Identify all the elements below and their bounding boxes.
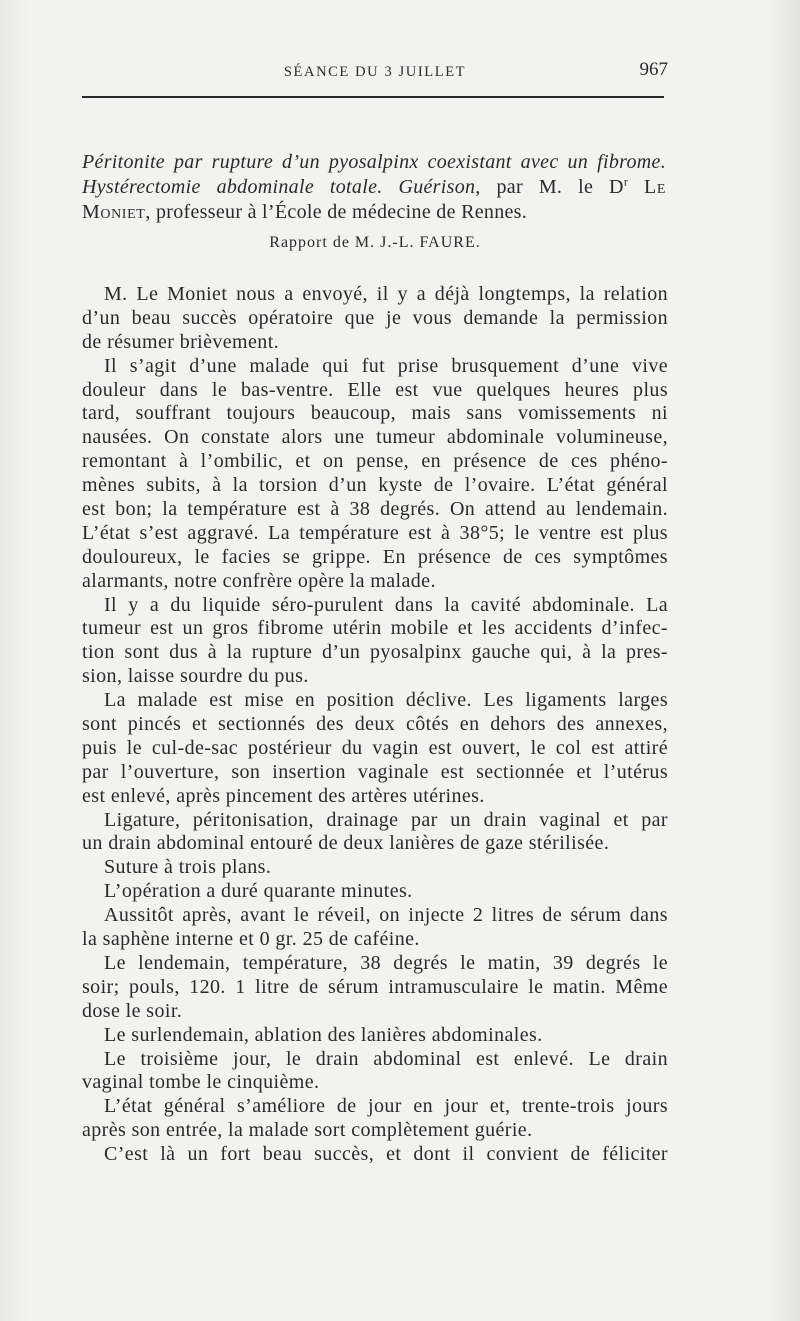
- body-line: par l’ouverture, son insertion vaginale est sectionnée et l’utérus: [82, 760, 668, 783]
- title-line: [82, 175, 666, 200]
- body-line: Il y a du liquide séro-purulent dans la cavité abdominale. La: [104, 593, 668, 616]
- body-line: douloureux, le facies se grippe. En présence de ces symptômes: [82, 545, 668, 568]
- body-line: de résumer brièvement.: [82, 330, 280, 353]
- doctor-abbrev-superscript: r: [623, 173, 629, 188]
- body-line: Le lendemain, température, 38 degrés le matin, 39 degrés le: [104, 951, 668, 974]
- body-line: L’état s’est aggravé. La température est à 38°5; le ventre est plus: [82, 521, 668, 544]
- body-line: nausées. On constate alors une tumeur abdominale volumineuse,: [82, 426, 668, 449]
- author-affiliation: , professeur à l’École de médecine de Rennes.: [145, 200, 528, 223]
- body-line: tion sont dus à la rupture d’un pyosalpinx gauche qui, à la pres-: [82, 641, 668, 664]
- page-number: 967: [639, 59, 668, 80]
- body-line: d’un beau succès opératoire que je vous demande la permission: [82, 306, 668, 329]
- paragraph: [82, 904, 668, 952]
- body-line: vaginal tombe le cinquième.: [82, 1071, 320, 1094]
- body-line: un drain abdominal entouré de deux lanières de gaze stérilisée.: [82, 832, 610, 855]
- body-line: C’est là un fort beau succès, et dont il convient de féliciter: [104, 1143, 668, 1166]
- body-line: sion, laisse sourdre du pus.: [82, 665, 309, 688]
- paragraph: [82, 856, 668, 880]
- title-italic-text: Hystérectomie abdominale totale. Guérison,: [82, 175, 481, 198]
- running-title: SÉANCE DU 3 JUILLET: [283, 64, 467, 80]
- body-line: L’état général s’améliore de jour en jour et, trente-trois jours: [104, 1095, 668, 1118]
- body-line: alarmants, notre confrère opère la malade.: [82, 569, 436, 592]
- paragraph: [82, 355, 668, 594]
- running-header: [82, 59, 668, 82]
- report-attribution: Rapport de M. J.-L. FAURE.: [269, 234, 481, 251]
- body-line: Aussitôt après, avant le réveil, on injecte 2 litres de sérum dans: [104, 904, 668, 927]
- body-line: M. Le Moniet nous a envoyé, il y a déjà longtemps, la relation: [104, 283, 668, 305]
- body-line: Il s’agit d’une malade qui fut prise brusquement d’une vive: [104, 354, 668, 377]
- header-rule: [82, 96, 664, 98]
- paragraph: [82, 952, 668, 1024]
- body-line: soir; pouls, 120. 1 litre de sérum intramusculaire le matin. Même: [82, 975, 668, 998]
- paragraph: [82, 689, 668, 808]
- body-line: est enlevé, après pincement des artères utérines.: [82, 784, 485, 807]
- body-line: remontant à l’ombilic, et on pense, en présence de ces phéno-: [82, 450, 668, 473]
- paragraph: [82, 1024, 668, 1048]
- body-line: La malade est mise en position déclive. Les ligaments larges: [104, 689, 668, 712]
- body-line: dose le soir.: [82, 999, 183, 1022]
- body-line: L’opération a duré quarante minutes.: [104, 880, 413, 903]
- body-line: la saphène interne et 0 gr. 25 de caféine.: [82, 928, 420, 951]
- body-line: est bon; la température est à 38 degrés. On attend au lendemain.: [82, 498, 668, 521]
- paragraph: [82, 1143, 668, 1167]
- body-line: tard, souffrant toujours beaucoup, mais sans vomissements ni: [82, 402, 668, 425]
- paragraph: [82, 1095, 668, 1143]
- title-italic-text: Péritonite par rupture d’un pyosalpinx coexistant avec un fibrome.: [82, 150, 666, 173]
- paragraph: [82, 594, 668, 690]
- author-name: Le: [644, 175, 666, 198]
- author-name: Moniet: [82, 200, 146, 223]
- article-title: [82, 150, 666, 225]
- body-line: puis le cul-de-sac postérieur du vagin est ouvert, le col est attiré: [82, 736, 668, 759]
- body-line: sont pincés et sectionnés des deux côtés en dehors des annexes,: [82, 713, 668, 736]
- body-line: tumeur est un gros fibrome utérin mobile et les accidents d’infec-: [82, 617, 668, 640]
- body-line: douleur dans le bas-ventre. Elle est vue quelques heures plus: [82, 378, 668, 401]
- title-line: [82, 150, 666, 175]
- body-line: Suture à trois plans.: [104, 856, 272, 879]
- body-line: après son entrée, la malade sort complètement guérie.: [82, 1119, 533, 1142]
- title-line: [82, 200, 666, 225]
- paragraph: [82, 880, 668, 904]
- body-line: Le troisième jour, le drain abdominal est enlevé. Le drain: [104, 1047, 668, 1070]
- byline-text: par M. le D: [496, 175, 624, 198]
- body-line: Ligature, péritonisation, drainage par un drain vaginal et par: [104, 808, 668, 831]
- article-body: [82, 283, 668, 1167]
- body-line: mènes subits, à la torsion d’un kyste de l’ovaire. L’état général: [82, 474, 668, 497]
- paragraph: [82, 809, 668, 857]
- body-line: Le surlendemain, ablation des lanières abdominales.: [104, 1023, 543, 1046]
- paragraph: [82, 1048, 668, 1096]
- paragraph: [82, 283, 668, 355]
